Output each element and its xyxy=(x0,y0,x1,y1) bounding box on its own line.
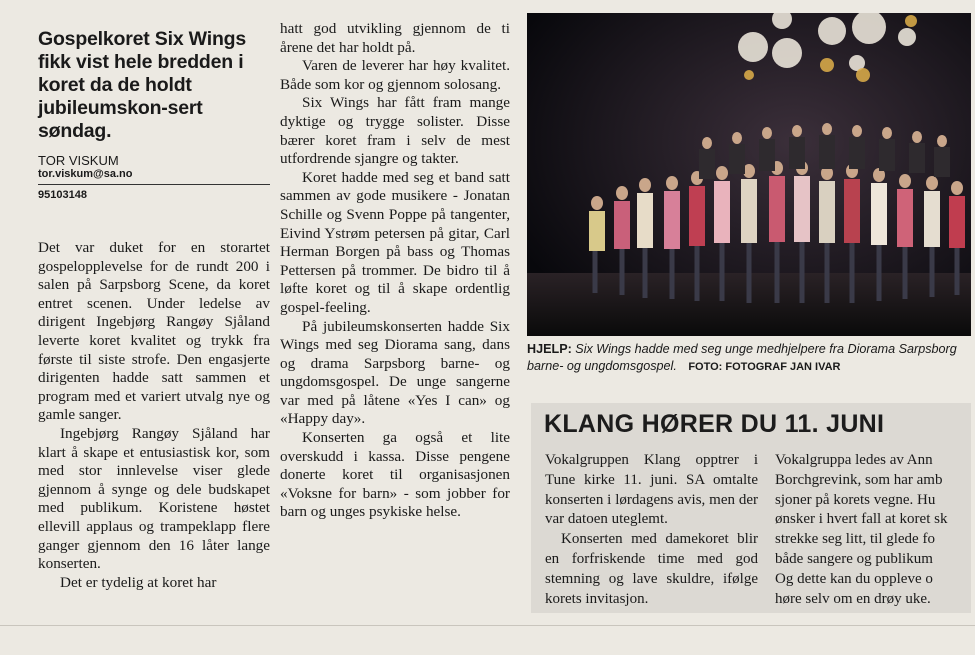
byline-rule xyxy=(38,184,270,185)
text-line: Vokalgruppa ledes av Ann xyxy=(775,452,933,468)
sidebar-column-2 xyxy=(775,451,975,609)
photo-caption xyxy=(527,341,971,376)
paragraph: Koret hadde med seg et band satt sammen av gode musikere - Jonatan Schille og Svenn Poppe på tangenter, Eivind Ystrøm petersen på gitar, Carl Herman Borgen på bass og Thomas Pettersen på trommer. De bidro til å løfte koret og til å skape ordentlig gospel-feeling. xyxy=(280,168,510,316)
text-line: Borchgrevink, som har amb xyxy=(775,471,943,488)
text-line: sjoner på korets vegne. Hu xyxy=(775,491,936,508)
article-column-1 xyxy=(38,28,270,592)
choir-stage-image xyxy=(527,13,971,336)
caption-lead: HJELP: xyxy=(527,342,572,356)
paragraph: Vokalgruppen Klang opptrer i Tune kirke 11. juni. SA omtalte konserten i lørdagens avis, men der var datoen uteglemt. xyxy=(545,452,758,528)
text-line: høre selv om en drøy uke. xyxy=(775,590,931,607)
caption-text: Six Wings hadde med seg unge medhjelpere fra Diorama Sarpsborg barne- og ungdomsgospel. xyxy=(527,342,957,373)
page-fold-line xyxy=(0,625,975,626)
author-name: TOR VISKUM xyxy=(38,153,119,168)
photo-credit: FOTO: FOTOGRAF JAN IVAR xyxy=(688,361,841,373)
text-line: ønsker i hvert fall at koret sk xyxy=(775,511,948,528)
paragraph: Six Wings har fått fram mange dyktige og trygge solister. Disse bærer koret fram i selv de mest utfordrende sjangre og takter. xyxy=(280,94,510,168)
text-line: både sangere og publikum xyxy=(775,550,933,567)
paragraph: Det er tydelig at koret har xyxy=(60,573,217,591)
text-line: Og dette kan du oppleve o xyxy=(775,570,933,587)
paragraph: hatt god utvikling gjennom de ti årene det har holdt på. xyxy=(280,20,510,56)
body-text-col1 xyxy=(38,239,270,592)
text-line: strekke seg litt, til glede fo xyxy=(775,531,935,548)
sidebar-column-1 xyxy=(545,451,758,609)
paragraph: Varen de leverer har høy kvalitet. Både som kor og gjennom solosang. xyxy=(280,57,510,93)
paragraph: Ingebjørg Rangøy Sjåland har klart å skape et entusiastisk kor, som med stor innlevelse viser glede gjennom å synge og dele budskapet med publikum. Koristene høstet ellevill applaus og trampeklapp flere ganger gjennom den 16 låter lange konserten. xyxy=(38,424,270,573)
paragraph: Det var duket for en storartet gospelopplevelse for de rundt 200 i salen på Sarpsborg Scene, da koret entret scenen. Under ledelse av dirigent Ingebjørg Rangøy Sjåland leverte koret kvalitet og trykk fra første til siste strofe. Den engasjerte dirigenten hadde satt sammen et program med et variert utvalg nye og gamle sanger. xyxy=(38,239,270,424)
sidebar-title: KLANG HØRER DU 11. JUNI xyxy=(544,410,885,438)
article-column-2 xyxy=(280,20,510,522)
paragraph: Konserten med damekoret blir en forfriskende time med god stemning og lave skuldre, ifølge korets invitasjon. xyxy=(545,531,758,607)
concert-photo xyxy=(527,13,971,336)
headline: Gospelkoret Six Wings fikk vist hele bredden i koret da de holdt jubileumskon-sert søndag. xyxy=(38,28,247,142)
paragraph: Konserten ga også et lite overskudd i kassa. Disse pengene donerte koret til organisasjonen «Voksne for barn» - som jobber for barn og unges psykiske helse. xyxy=(280,429,510,521)
body-text-col2 xyxy=(280,20,510,522)
paragraph: På jubileumskonserten hadde Six Wings med seg Diorama sang, dans og drama Sarpsborg barne- og ungdomsgospel. De unge sangerne var med på låtene «Yes I can» og «Happy day». xyxy=(280,317,510,428)
byline xyxy=(38,153,270,201)
author-email: tor.viskum@sa.no xyxy=(38,168,133,180)
author-phone: 95103148 xyxy=(38,189,87,201)
